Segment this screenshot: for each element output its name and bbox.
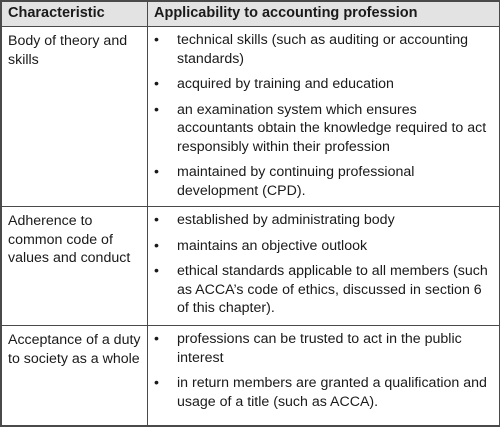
- applicability-cell: [148, 207, 500, 326]
- list-item-text: maintained by continuing professional development (CPD).: [177, 164, 415, 199]
- list-item-text: in return members are granted a qualification and usage of a title (such as ACCA).: [177, 375, 487, 410]
- list-item: [148, 262, 495, 318]
- bullet-icon: •: [154, 331, 159, 347]
- list-item-text: acquired by training and education: [177, 76, 394, 92]
- list-item-text: ethical standards applicable to all members (such as ACCA’s code of ethics, discussed in section 6 of this chapter).: [177, 263, 488, 316]
- bullet-icon: •: [154, 237, 159, 254]
- header-applicability: Applicability to accounting profession: [148, 2, 500, 27]
- bullet-icon: •: [154, 32, 159, 48]
- applicability-list: [148, 31, 495, 200]
- list-item-text: an examination system which ensures accountants obtain the knowledge required to act responsibly within their profession: [177, 101, 487, 155]
- list-item-text: professions can be trusted to act in the public interest: [177, 331, 462, 366]
- bullet-icon: •: [154, 164, 159, 180]
- list-item-text: established by administrating body: [177, 212, 395, 228]
- applicability-list: [148, 330, 495, 411]
- applicability-cell: [148, 326, 500, 426]
- table-row: [2, 326, 500, 426]
- list-item: [148, 237, 495, 256]
- header-characteristic: Characteristic: [2, 2, 148, 27]
- bullet-icon: •: [154, 76, 159, 92]
- list-item: [148, 75, 495, 94]
- applicability-cell: [148, 27, 500, 207]
- list-item: [148, 330, 495, 367]
- bullet-icon: •: [154, 375, 159, 391]
- table-row: [2, 207, 500, 326]
- list-item: [148, 211, 495, 230]
- characteristic-cell: Acceptance of a duty to society as a whole: [2, 326, 148, 426]
- list-item-text: technical skills (such as auditing or accounting standards): [177, 32, 468, 67]
- table-header-row: [2, 2, 500, 27]
- bullet-icon: •: [154, 212, 159, 228]
- list-item: [148, 374, 495, 411]
- applicability-list: [148, 211, 495, 318]
- bullet-icon: •: [154, 101, 159, 118]
- bullet-icon: •: [154, 263, 159, 279]
- characteristic-cell: Adherence to common code of values and conduct: [2, 207, 148, 326]
- list-item: [148, 31, 495, 68]
- list-item: [148, 101, 495, 157]
- characteristic-cell: Body of theory and skills: [2, 27, 148, 207]
- list-item-text: maintains an objective outlook: [177, 237, 368, 254]
- table-row: [2, 27, 500, 207]
- list-item: [148, 163, 495, 200]
